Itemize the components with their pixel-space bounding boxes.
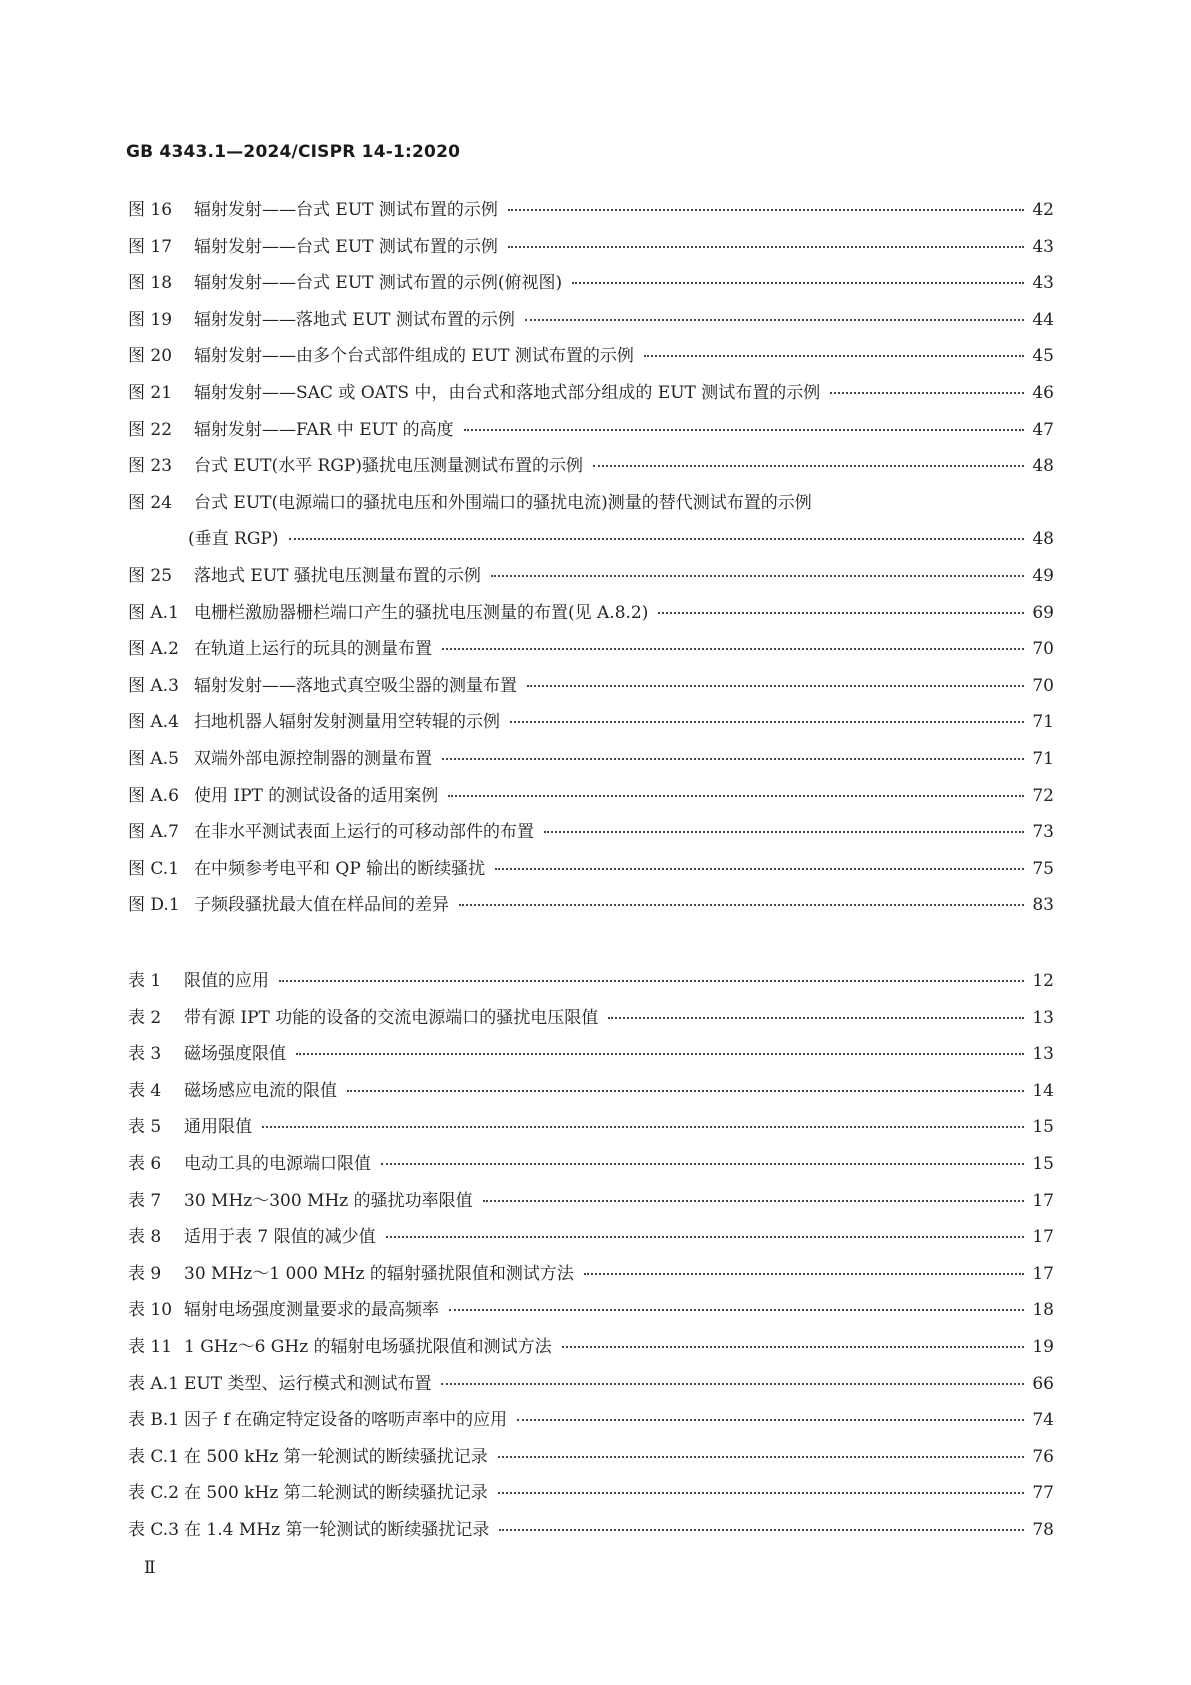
toc-entry[interactable] <box>128 598 1054 635</box>
toc-entry[interactable] <box>128 195 1054 232</box>
entry-title: EUT 类型、运行模式和测试布置 <box>184 1373 432 1394</box>
dot-leader <box>498 1456 1024 1458</box>
entry-page: 48 <box>1032 529 1054 550</box>
dot-leader <box>386 1236 1024 1238</box>
entry-number: 表 C.2 <box>128 1483 180 1504</box>
toc-entry[interactable] <box>128 305 1054 342</box>
toc-entry[interactable] <box>128 341 1054 378</box>
entry-title: 30 MHz～300 MHz 的骚扰功率限值 <box>184 1190 473 1211</box>
entry-number: 表 7 <box>128 1190 162 1211</box>
entry-title: 在中频参考电平和 QP 输出的断续骚扰 <box>194 858 486 879</box>
entry-title: 在 1.4 MHz 第一轮测试的断续骚扰记录 <box>184 1519 490 1540</box>
entry-title: 辐射发射——台式 EUT 测试布置的示例(俯视图) <box>194 273 563 294</box>
table-list <box>128 966 1054 1552</box>
dot-leader <box>491 575 1024 577</box>
dot-leader <box>584 1273 1024 1275</box>
entry-number: 图 16 <box>128 200 173 220</box>
toc-entry[interactable] <box>128 966 1054 1003</box>
dot-leader <box>830 392 1024 394</box>
entry-title: 使用 IPT 的测试设备的适用案例 <box>194 785 439 806</box>
entry-page: 43 <box>1032 236 1054 257</box>
dot-leader <box>381 1163 1024 1165</box>
entry-number: 图 22 <box>128 419 173 440</box>
entry-title: 磁场感应电流的限值 <box>184 1080 337 1101</box>
entry-title-continued: (垂直 RGP) <box>188 529 279 550</box>
entry-number: 图 18 <box>128 273 173 294</box>
dot-leader <box>658 612 1024 614</box>
toc-entry[interactable] <box>128 1186 1054 1223</box>
entry-number: 图 25 <box>128 565 173 586</box>
toc-entry[interactable] <box>128 1442 1054 1479</box>
entry-page: 77 <box>1032 1483 1054 1504</box>
toc-entry[interactable] <box>128 1515 1054 1552</box>
dot-leader <box>279 980 1024 982</box>
entry-number: 表 C.1 <box>128 1446 180 1467</box>
dot-leader <box>347 1090 1024 1092</box>
entry-number: 表 C.3 <box>128 1519 180 1540</box>
entry-page: 12 <box>1032 971 1054 991</box>
dot-leader <box>527 685 1024 687</box>
entry-page: 15 <box>1032 1153 1054 1174</box>
dot-leader <box>525 319 1024 321</box>
toc-entry[interactable] <box>128 1478 1054 1515</box>
entry-page: 74 <box>1032 1410 1054 1431</box>
entry-page: 75 <box>1032 858 1054 879</box>
toc-entry[interactable] <box>128 744 1054 781</box>
entry-title: 辐射发射——台式 EUT 测试布置的示例 <box>194 200 498 220</box>
entry-title: 双端外部电源控制器的测量布置 <box>194 748 432 769</box>
entry-title: 电动工具的电源端口限值 <box>184 1153 371 1174</box>
toc-entry[interactable] <box>128 378 1054 415</box>
entry-page: 78 <box>1032 1519 1054 1540</box>
entry-page: 73 <box>1032 822 1054 843</box>
toc-entry[interactable] <box>128 488 1054 525</box>
entry-page: 49 <box>1032 565 1054 586</box>
entry-page: 70 <box>1032 675 1054 696</box>
entry-number: 图 A.1 <box>128 602 179 623</box>
dot-leader <box>562 1346 1024 1348</box>
entry-number: 图 A.4 <box>128 712 179 733</box>
toc-entry[interactable] <box>128 781 1054 818</box>
dot-leader <box>498 1492 1024 1494</box>
dot-leader <box>441 1383 1024 1385</box>
toc-entry[interactable] <box>128 1003 1054 1040</box>
entry-title: 辐射发射——落地式真空吸尘器的测量布置 <box>194 675 517 696</box>
entry-title: 落地式 EUT 骚扰电压测量布置的示例 <box>194 565 481 586</box>
entry-title: 因子 f 在确定特定设备的喀呖声率中的应用 <box>184 1410 508 1431</box>
entry-title: 磁场强度限值 <box>184 1044 286 1065</box>
entry-page: 14 <box>1032 1080 1054 1101</box>
entry-page: 71 <box>1032 748 1054 769</box>
toc-entry[interactable] <box>128 1112 1054 1149</box>
entry-title: 在 500 kHz 第一轮测试的断续骚扰记录 <box>184 1446 488 1467</box>
toc-entry[interactable] <box>128 671 1054 708</box>
entry-title: 辐射发射——SAC 或 OATS 中，由台式和落地式部分组成的 EUT 测试布置的示例 <box>194 382 821 403</box>
entry-number: 图 D.1 <box>128 895 180 916</box>
toc-entry[interactable] <box>128 634 1054 671</box>
toc-entry[interactable] <box>128 232 1054 269</box>
entry-page: 44 <box>1032 309 1054 330</box>
dot-leader <box>499 1529 1024 1531</box>
entry-number: 图 A.3 <box>128 675 179 696</box>
entry-title: 辐射发射——FAR 中 EUT 的高度 <box>194 419 454 440</box>
entry-number: 图 24 <box>128 492 173 513</box>
toc-entry[interactable] <box>128 854 1054 891</box>
entry-page: 17 <box>1032 1190 1054 1211</box>
entry-page: 66 <box>1032 1373 1054 1394</box>
dot-leader <box>644 355 1024 357</box>
entry-number: 表 8 <box>128 1227 162 1248</box>
entry-number: 表 5 <box>128 1117 162 1138</box>
entry-number: 表 9 <box>128 1263 162 1284</box>
toc-entry[interactable] <box>128 707 1054 744</box>
entry-page: 48 <box>1032 456 1054 477</box>
entry-number: 表 1 <box>128 971 162 991</box>
entry-number: 表 10 <box>128 1300 173 1321</box>
entry-title: 辐射电场强度测量要求的最高频率 <box>184 1300 439 1321</box>
entry-number: 图 A.5 <box>128 748 179 769</box>
entry-page: 13 <box>1032 1007 1054 1028</box>
dot-leader <box>442 758 1024 760</box>
dot-leader <box>448 795 1024 797</box>
dot-leader <box>608 1017 1024 1019</box>
entry-number: 图 A.6 <box>128 785 179 806</box>
dot-leader <box>459 904 1024 906</box>
dot-leader <box>544 831 1024 833</box>
entry-number: 表 6 <box>128 1153 162 1174</box>
entry-number: 表 2 <box>128 1007 162 1028</box>
toc-entry[interactable] <box>128 1149 1054 1186</box>
entry-page: 76 <box>1032 1446 1054 1467</box>
toc-entry[interactable] <box>128 1405 1054 1442</box>
entry-title: 辐射发射——落地式 EUT 测试布置的示例 <box>194 309 515 330</box>
toc-entry-continuation[interactable] <box>128 524 1054 561</box>
dot-leader <box>296 1053 1024 1055</box>
entry-number: 图 21 <box>128 382 173 403</box>
entry-page: 18 <box>1032 1300 1054 1321</box>
toc-entry[interactable] <box>128 1222 1054 1259</box>
toc-entry[interactable] <box>128 268 1054 305</box>
toc-entry[interactable] <box>128 1259 1054 1296</box>
entry-page: 17 <box>1032 1227 1054 1248</box>
toc-entry[interactable] <box>128 890 1054 927</box>
entry-title: 适用于表 7 限值的减少值 <box>184 1227 376 1248</box>
entry-number: 图 C.1 <box>128 858 180 879</box>
dot-leader <box>508 209 1024 211</box>
entry-page: 70 <box>1032 639 1054 660</box>
toc-entry[interactable] <box>128 451 1054 488</box>
entry-title: 台式 EUT(水平 RGP)骚扰电压测量测试布置的示例 <box>194 456 583 477</box>
entry-number: 图 A.2 <box>128 639 179 660</box>
entry-title: 在 500 kHz 第二轮测试的断续骚扰记录 <box>184 1483 488 1504</box>
entry-page: 19 <box>1032 1336 1054 1357</box>
entry-number: 表 B.1 <box>128 1410 180 1431</box>
entry-page: 42 <box>1032 200 1054 220</box>
entry-title: 30 MHz～1 000 MHz 的辐射骚扰限值和测试方法 <box>184 1263 574 1284</box>
dot-leader <box>510 721 1024 723</box>
entry-page: 83 <box>1032 895 1054 916</box>
entry-page: 47 <box>1032 419 1054 440</box>
dot-leader <box>495 868 1024 870</box>
toc-entry[interactable] <box>128 1076 1054 1113</box>
toc-entry[interactable] <box>128 1295 1054 1332</box>
document-header: GB 4343.1—2024/CISPR 14-1:2020 <box>126 142 461 162</box>
entry-title: 辐射发射——由多个台式部件组成的 EUT 测试布置的示例 <box>194 346 634 367</box>
entry-page: 17 <box>1032 1263 1054 1284</box>
entry-title: 辐射发射——台式 EUT 测试布置的示例 <box>194 236 498 257</box>
entry-number: 表 A.1 <box>128 1373 179 1394</box>
dot-leader <box>508 246 1024 248</box>
dot-leader <box>262 1126 1024 1128</box>
dot-leader <box>449 1309 1024 1311</box>
entry-title: 通用限值 <box>184 1117 252 1138</box>
entry-page: 72 <box>1032 785 1054 806</box>
entry-number: 表 11 <box>128 1336 173 1357</box>
entry-page: 71 <box>1032 712 1054 733</box>
entry-number: 图 A.7 <box>128 822 179 843</box>
entry-title: 在非水平测试表面上运行的可移动部件的布置 <box>194 822 534 843</box>
toc-entry[interactable] <box>128 1369 1054 1406</box>
dot-leader <box>464 429 1024 431</box>
entry-page: 15 <box>1032 1117 1054 1138</box>
entry-number: 图 19 <box>128 309 173 330</box>
entry-title: 台式 EUT(电源端口的骚扰电压和外围端口的骚扰电流)测量的替代测试布置的示例 <box>194 492 812 513</box>
dot-leader <box>517 1419 1024 1421</box>
toc-entry[interactable] <box>128 817 1054 854</box>
dot-leader <box>289 538 1025 540</box>
entry-number: 表 3 <box>128 1044 162 1065</box>
toc-entry[interactable] <box>128 415 1054 452</box>
entry-title: 在轨道上运行的玩具的测量布置 <box>194 639 432 660</box>
entry-page: 43 <box>1032 273 1054 294</box>
entry-title: 1 GHz～6 GHz 的辐射电场骚扰限值和测试方法 <box>184 1336 552 1357</box>
figure-list <box>128 195 1054 927</box>
toc-entry[interactable] <box>128 1039 1054 1076</box>
entry-title: 限值的应用 <box>184 971 269 991</box>
toc-entry[interactable] <box>128 561 1054 598</box>
entry-number: 表 4 <box>128 1080 162 1101</box>
entry-number: 图 23 <box>128 456 173 477</box>
entry-page: 46 <box>1032 382 1054 403</box>
entry-page: 69 <box>1032 602 1054 623</box>
entry-number: 图 17 <box>128 236 173 257</box>
entry-number: 图 20 <box>128 346 173 367</box>
dot-leader <box>483 1200 1024 1202</box>
dot-leader <box>572 282 1024 284</box>
entry-title: 带有源 IPT 功能的设备的交流电源端口的骚扰电压限值 <box>184 1007 599 1028</box>
page-number: Ⅱ <box>144 1558 156 1578</box>
dot-leader <box>593 465 1024 467</box>
entry-title: 扫地机器人辐射发射测量用空转辊的示例 <box>194 712 500 733</box>
entry-page: 13 <box>1032 1044 1054 1065</box>
entry-title: 电栅栏激励器栅栏端口产生的骚扰电压测量的布置(见 A.8.2) <box>194 602 649 623</box>
toc-entry[interactable] <box>128 1332 1054 1369</box>
entry-page: 45 <box>1032 346 1054 367</box>
dot-leader <box>442 648 1024 650</box>
entry-title: 子频段骚扰最大值在样品间的差异 <box>194 895 449 916</box>
